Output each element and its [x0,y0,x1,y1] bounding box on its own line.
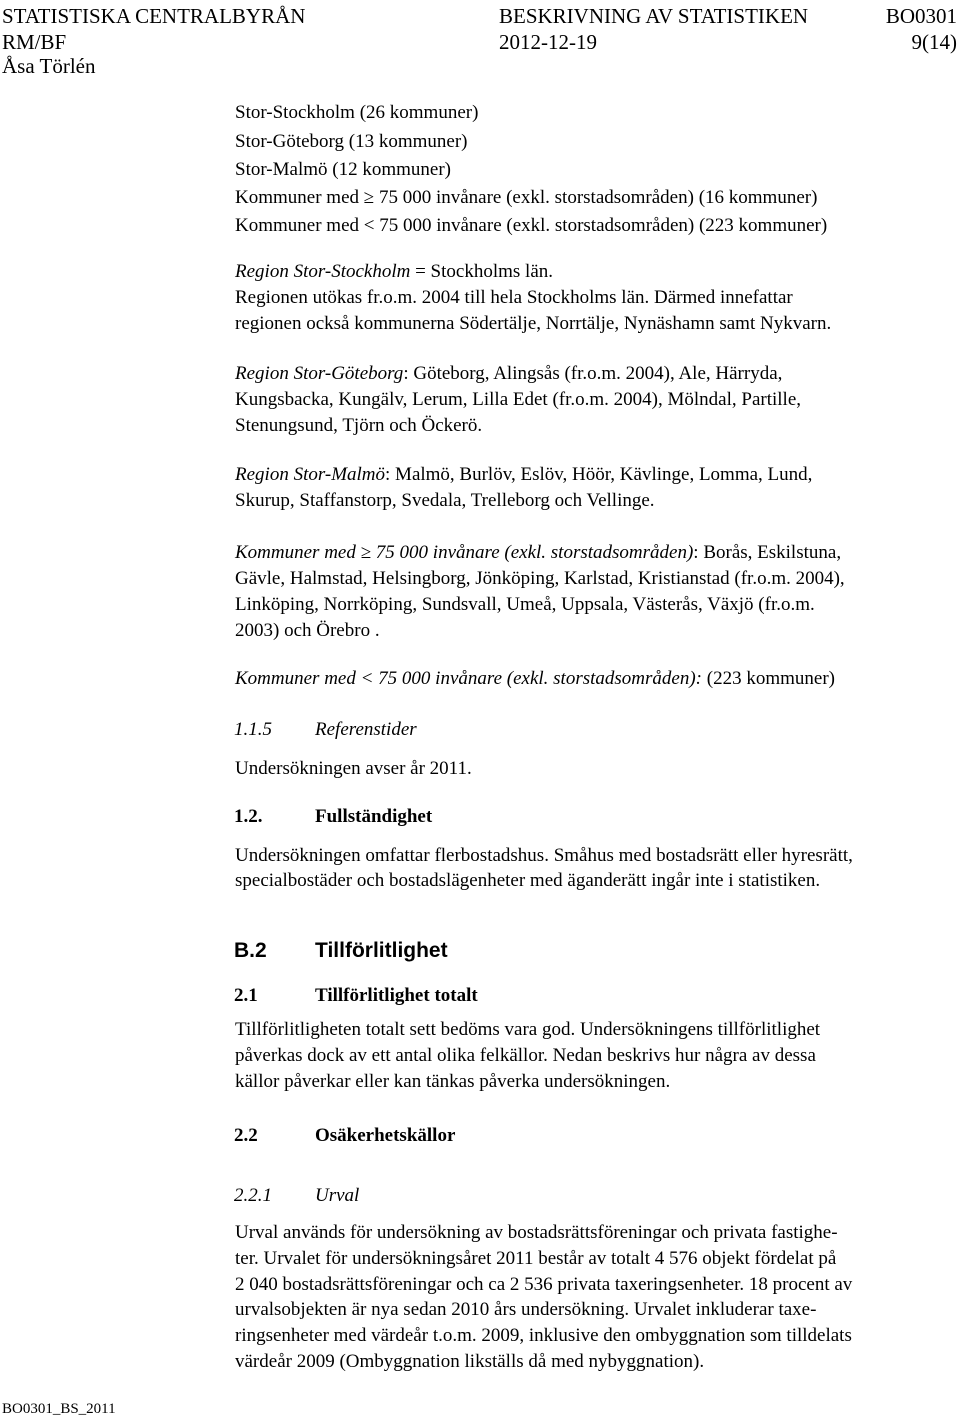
regions-list-item: Kommuner med < 75 000 invånare (exkl. storstadsområden) (223 kommuner) [235,215,828,236]
header-page-number: 9(14) [911,30,957,54]
goteborg-definition [235,361,782,387]
large-municipalities-definition [235,540,841,566]
region-text: = Stockholms län. [410,261,554,282]
paragraph-line: Kungsbacka, Kungälv, Lerum, Lilla Edet (fr.o.m. 2004), Mölndal, Partille, [235,389,802,410]
region-name: Region Stor-Stockholm [235,261,411,282]
paragraph-line: ter. Urvalet för undersökningsåret 2011 består av totalt 4 576 objekt fördelat på [235,1248,837,1269]
paragraph-line: Tillförlitligheten totalt sett bedöms vara god. Undersökningens tillförlitlighet [235,1019,821,1040]
section-heading: Fullständighet [315,806,433,827]
paragraph-line: urvalsobjekten är nya sedan 2010 års undersökning. Urvalet inkluderar taxe- [235,1299,817,1320]
paragraph-line: 2003) och Örebro . [235,620,380,641]
paragraph-line: Linköping, Norrköping, Sundsvall, Umeå, Uppsala, Västerås, Växjö (fr.o.m. [235,594,815,615]
paragraph-line: källor påverkar eller kan tänkas påverka undersökningen. [235,1071,671,1092]
greater-equal-symbol: ≥ [363,187,375,208]
paragraph-line: Regionen utökas fr.o.m. 2004 till hela Stockholms län. Därmed innefattar [235,287,793,308]
footer-code: BO0301_BS_2011 [2,1401,116,1417]
region-name: Region Stor-Malmö [235,464,386,485]
region-name: Region Stor-Göteborg [235,363,404,384]
region-name: 75 000 invånare (exkl. storstadsområden) [371,542,694,563]
paragraph-line: Stenungsund, Tjörn och Öckerö. [235,415,483,436]
regions-list-item-text: Kommuner med [235,187,364,208]
paragraph-line: specialbostäder och bostadslägenheter med äganderätt ingår inte i statistiken. [235,870,821,891]
regions-list-item: Stor-Malmö (12 kommuner) [235,159,451,180]
section-heading: Urval [315,1185,360,1206]
regions-list-item: Stor-Stockholm (26 kommuner) [235,102,479,123]
region-text: : Malmö, Burlöv, Eslöv, Höör, Kävlinge, Lomma, Lund, [385,464,813,485]
region-text: : Borås, Eskilstuna, [693,542,842,563]
regions-list-item-text: 75 000 invånare (exkl. storstadsområden) (16 kommuner) [374,187,818,208]
paragraph-line: Undersökningen avser år 2011. [235,758,472,779]
paragraph-line: Skurup, Staffanstorp, Svedala, Trelleborg och Vellinge. [235,490,655,511]
paragraph-line: påverkas dock av ett antal olika felkällor. Nedan beskrivs hur några av dessa [235,1045,816,1066]
header-date: 2012-12-19 [499,30,597,54]
regions-list-item [235,185,817,211]
malmo-definition [235,462,812,488]
paragraph-line: ringsenheter med värdeår t.o.m. 2009, inklusive den ombyggnation som tilldelats [235,1325,852,1346]
paragraph-line: Urval används för undersökning av bostadsrättsföreningar och privata fastighe- [235,1222,838,1243]
section-number: 2.2.1 [234,1185,272,1206]
header-org: STATISTISKA CENTRALBYRÅN [2,4,306,28]
chapter-number: B.2 [234,939,267,962]
paragraph-line: 2 040 bostadsrättsföreningar och ca 2 536 privata taxeringsenheter. 18 procent av [235,1274,853,1295]
greater-equal-symbol: ≥ [360,542,372,563]
region-name: Kommuner med < 75 000 invånare (exkl. storstadsområden): [235,668,702,689]
section-heading: Referenstider [315,719,417,740]
regions-list-item: Stor-Göteborg (13 kommuner) [235,131,468,152]
section-number: 2.2 [234,1125,258,1146]
section-number: 1.1.5 [234,719,272,740]
section-number: 1.2. [234,806,263,827]
paragraph-line: Gävle, Halmstad, Helsingborg, Jönköping, Karlstad, Kristianstad (fr.o.m. 2004), [235,568,845,589]
section-number: 2.1 [234,985,258,1006]
header-author: Åsa Törlén [2,54,96,78]
section-heading: Tillförlitlighet totalt [315,985,478,1006]
region-text: (223 kommuner) [702,668,835,689]
header-dept: RM/BF [2,30,67,54]
paragraph-line: värdeår 2009 (Ombyggnation likställs då med nybyggnation). [235,1351,705,1372]
header-doc-code: BO0301 [885,4,957,28]
region-name: Kommuner med [235,542,361,563]
chapter-heading: Tillförlitlighet [315,939,448,962]
section-heading: Osäkerhetskällor [315,1125,456,1146]
small-municipalities-definition [235,666,835,692]
region-text: : Göteborg, Alingsås (fr.o.m. 2004), Ale, Härryda, [403,363,783,384]
paragraph-line: regionen också kommunerna Södertälje, Norrtälje, Nynäshamn samt Nykvarn. [235,313,832,334]
stockholm-definition [235,259,553,285]
header-doc-type: BESKRIVNING AV STATISTIKEN [499,4,809,28]
paragraph-line: Undersökningen omfattar flerbostadshus. Småhus med bostadsrätt eller hyresrätt, [235,845,853,866]
